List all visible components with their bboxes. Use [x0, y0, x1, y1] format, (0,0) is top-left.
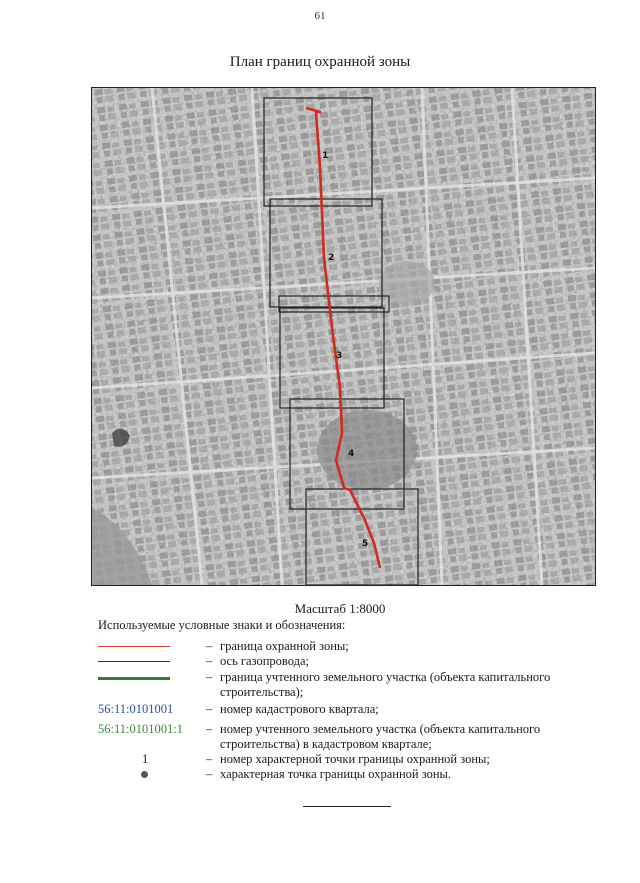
scale-label: Масштаб 1:8000: [294, 601, 386, 616]
legend-dash: –: [206, 670, 213, 684]
legend-description: номер характерной точки границы охранной зоны;: [220, 752, 490, 766]
legend-heading: Используемые условные знаки и обозначения:: [98, 618, 346, 632]
legend-symbol-text: 56:11:0101001: [98, 702, 174, 716]
map-blocks: [92, 88, 595, 585]
legend-symbol-text: 56:11:0101001:1: [98, 722, 183, 736]
legend-symbol-text: 1: [142, 752, 149, 766]
legend-dash: –: [206, 702, 213, 716]
page-title: План границ охранной зоны: [229, 54, 411, 70]
footer-divider: [303, 806, 391, 807]
legend-dash: –: [206, 752, 213, 766]
legend-symbol: [98, 767, 198, 782]
legend-symbol: [98, 654, 198, 669]
legend-symbol: [98, 752, 198, 767]
map-svg: [92, 88, 595, 585]
legend-description: номер учтенного земельного участка (объекта капитального строительства) в кадастровом квартале;: [220, 722, 541, 751]
legend-description: характерная точка границы охранной зоны.: [220, 767, 452, 781]
legend-dot-icon: [141, 771, 148, 778]
legend-dash: –: [206, 722, 213, 736]
zone-label-5: 5: [362, 539, 369, 549]
legend-symbol: [98, 702, 198, 717]
legend-symbol: [98, 639, 198, 654]
zone-label-1: 1: [322, 151, 329, 161]
zone-label-2: 2: [328, 253, 335, 263]
square-area: [379, 261, 435, 305]
legend-description: номер кадастрового квартала;: [220, 702, 379, 716]
legend-line-swatch: [98, 661, 170, 662]
legend-line-swatch: [98, 646, 170, 647]
legend-dash: –: [206, 639, 213, 653]
page-number: 61: [314, 10, 326, 22]
legend-line-swatch: [98, 677, 170, 680]
legend-description: ось газопровода;: [220, 654, 310, 668]
legend-dash: –: [206, 767, 213, 781]
legend-symbol: [98, 670, 198, 685]
legend-description: граница охранной зоны;: [220, 639, 349, 653]
zone-label-4: 4: [348, 449, 355, 459]
legend-symbol: [98, 722, 198, 737]
aerial-map[interactable]: [91, 87, 596, 586]
park-area: [317, 410, 417, 490]
zone-label-3: 3: [336, 351, 343, 361]
legend-description: граница учтенного земельного участка (объекта капитального строительства);: [220, 670, 551, 699]
legend-dash: –: [206, 654, 213, 668]
